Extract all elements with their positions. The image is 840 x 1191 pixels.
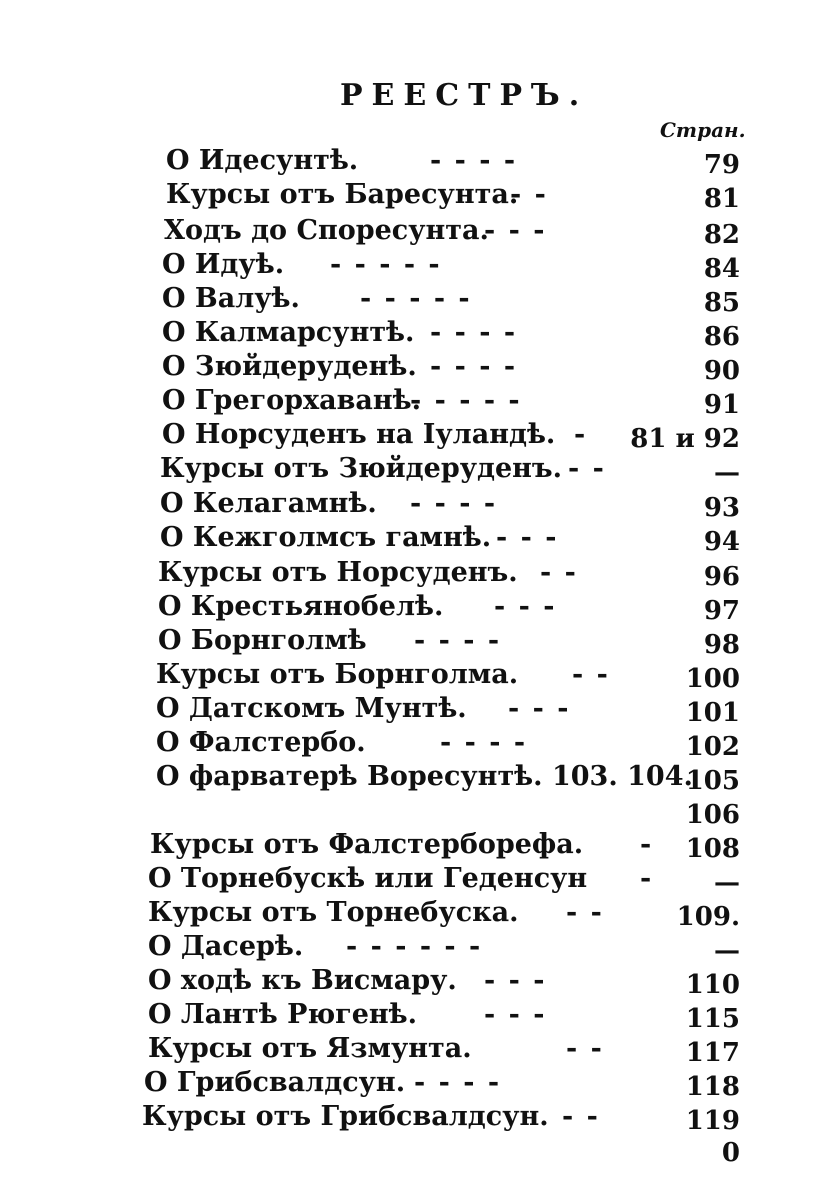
entry-title: О Калмарсунтѣ. [162,317,415,348]
entry-title: О Грегорхаванѣ. [162,385,422,416]
entry-page-number: 85 [703,288,740,318]
entry-title: О Крестьянобелѣ. [158,591,444,622]
register-entry [0,896,840,930]
entry-title: Курсы отъ Борнголма. [156,659,519,690]
entry-page-number: 84 [703,254,740,284]
register-entry [0,384,840,418]
entry-title: О Норсуденъ на Iуландѣ. [162,419,556,450]
leader-dashes: - - - - [430,351,518,382]
entry-title: Курсы отъ Торнебуска. [148,897,519,928]
leader-dashes: - [640,863,654,894]
register-entry [0,998,840,1032]
leader-dashes: - [640,829,654,860]
page-column-label: Стран. [660,118,746,142]
entry-page-number: 117 [685,1038,740,1068]
entry-title: Курсы отъ Норсуденъ. [158,557,518,588]
leader-dashes: - - - [508,693,571,724]
leader-dashes: - - [510,179,548,210]
entry-page-number: — [714,936,740,966]
register-entry [0,658,840,692]
entry-title: Курсы отъ Грибсвалдсун. [142,1101,549,1132]
leader-dashes: - - - [484,215,547,246]
register-entry [0,452,840,486]
entry-page-number: 0 [721,1138,740,1168]
register-entry [0,487,840,521]
entry-page-number: 81 [703,184,740,214]
entry-page-number: 79 [703,150,740,180]
register-entry [0,862,840,896]
register-entry [0,556,840,590]
leader-dashes: - - - - [410,488,498,519]
leader-dashes: - - [566,1033,604,1064]
register-entry [0,178,840,212]
entry-page-number: 97 [703,596,740,626]
entry-page-number: — [714,868,740,898]
entry-page-number: 108 [685,834,740,864]
entry-title: О ходѣ къ Висмару. [148,965,457,996]
entry-title: О Датскомъ Мунтѣ. [156,693,467,724]
register-entry [0,350,840,384]
entry-title: Курсы отъ Язмунта. [148,1033,472,1064]
leader-dashes: - - - [496,522,559,553]
register-entry [0,1066,840,1100]
entry-title: Курсы отъ Баресунта. [166,179,519,210]
entry-title: О Фалстербо. [156,727,366,758]
leader-dashes: - - [572,659,610,690]
register-entry [0,828,840,862]
entry-title: О Кежголмсъ гамнѣ. [160,522,492,553]
entry-page-number: 93 [703,493,740,523]
leader-dashes: - - - - - [360,283,472,314]
entry-title: О Идуѣ. [162,249,285,280]
leader-dashes: - - - - [430,145,518,176]
entry-title: О Борнголмѣ [158,625,367,656]
entry-page-number: 115 [685,1004,740,1034]
leader-dashes: - - - - [440,727,528,758]
leader-dashes: - - - - [414,625,502,656]
entry-title: Курсы отъ Фалстерборефа. [150,829,584,860]
register-entry [0,794,840,828]
leader-dashes: - - - - [430,317,518,348]
register-entry [0,964,840,998]
register-entry [0,726,840,760]
entry-page-number: 106 [685,800,740,830]
leader-dashes: - - - [484,999,547,1030]
entry-page-number: 96 [703,562,740,592]
entry-title: О Лантѣ Рюгенѣ. [148,999,418,1030]
entry-title: О Торнебускѣ или Геденсун [148,863,588,894]
register-entry [0,248,840,282]
entry-title: О Грибсвалдсун. [144,1067,406,1098]
leader-dashes: - - - [484,965,547,996]
entry-page-number: 86 [703,322,740,352]
register-entry [0,214,840,248]
leader-dashes: - - [568,453,606,484]
entry-page-number: 119 [685,1106,740,1136]
entry-title: Курсы отъ Зюйдеруденъ. [160,453,563,484]
entry-page-number: 82 [703,220,740,250]
register-entry [0,590,840,624]
register-entry [0,624,840,658]
entry-page-number: 110 [685,970,740,1000]
leader-dashes: - - - [494,591,557,622]
entry-page-number: 90 [703,356,740,386]
entry-page-number: 81 и 92 [630,424,740,454]
entry-title: О Келагамнѣ. [160,488,377,519]
entry-page-number: 102 [685,732,740,762]
entry-title: О Идесунтѣ. [166,145,359,176]
entry-page-number: 101 [685,698,740,728]
leader-dashes: - - - - [414,1067,502,1098]
register-entry [0,760,840,794]
register-entry [0,1132,840,1166]
entry-title: О фарватерѣ Воресунтѣ. 103. 104. [156,761,693,792]
entry-page-number: — [714,458,740,488]
entry-page-number: 98 [703,630,740,660]
leader-dashes: - - [540,557,578,588]
register-entry [0,521,840,555]
entry-title: О Дасерѣ. [148,931,304,962]
entry-page-number: 105 [685,766,740,796]
entry-title: Ходъ до Споресунта. [164,215,489,246]
leader-dashes: - - - - - - [346,931,483,962]
entry-page-number: 100 [685,664,740,694]
entry-page-number: 94 [703,527,740,557]
leader-dashes: - - [566,897,604,928]
register-entry [0,1032,840,1066]
page-title: РЕЕСТРЪ. [340,78,589,113]
entry-title: О Валуѣ. [162,283,300,314]
register-entry [0,144,840,178]
leader-dashes: - [574,419,588,450]
entry-title: О Зюйдеруденѣ. [162,351,417,382]
register-entry [0,282,840,316]
register-entry [0,692,840,726]
register-entry [0,418,840,452]
entry-page-number: 109. [676,902,740,932]
register-entry [0,1100,840,1134]
leader-dashes: - - - - - [410,385,522,416]
leader-dashes: - - - - - [330,249,442,280]
entry-page-number: 118 [685,1072,740,1102]
register-entry [0,930,840,964]
entry-page-number: 91 [703,390,740,420]
register-entry [0,316,840,350]
leader-dashes: - - [562,1101,600,1132]
